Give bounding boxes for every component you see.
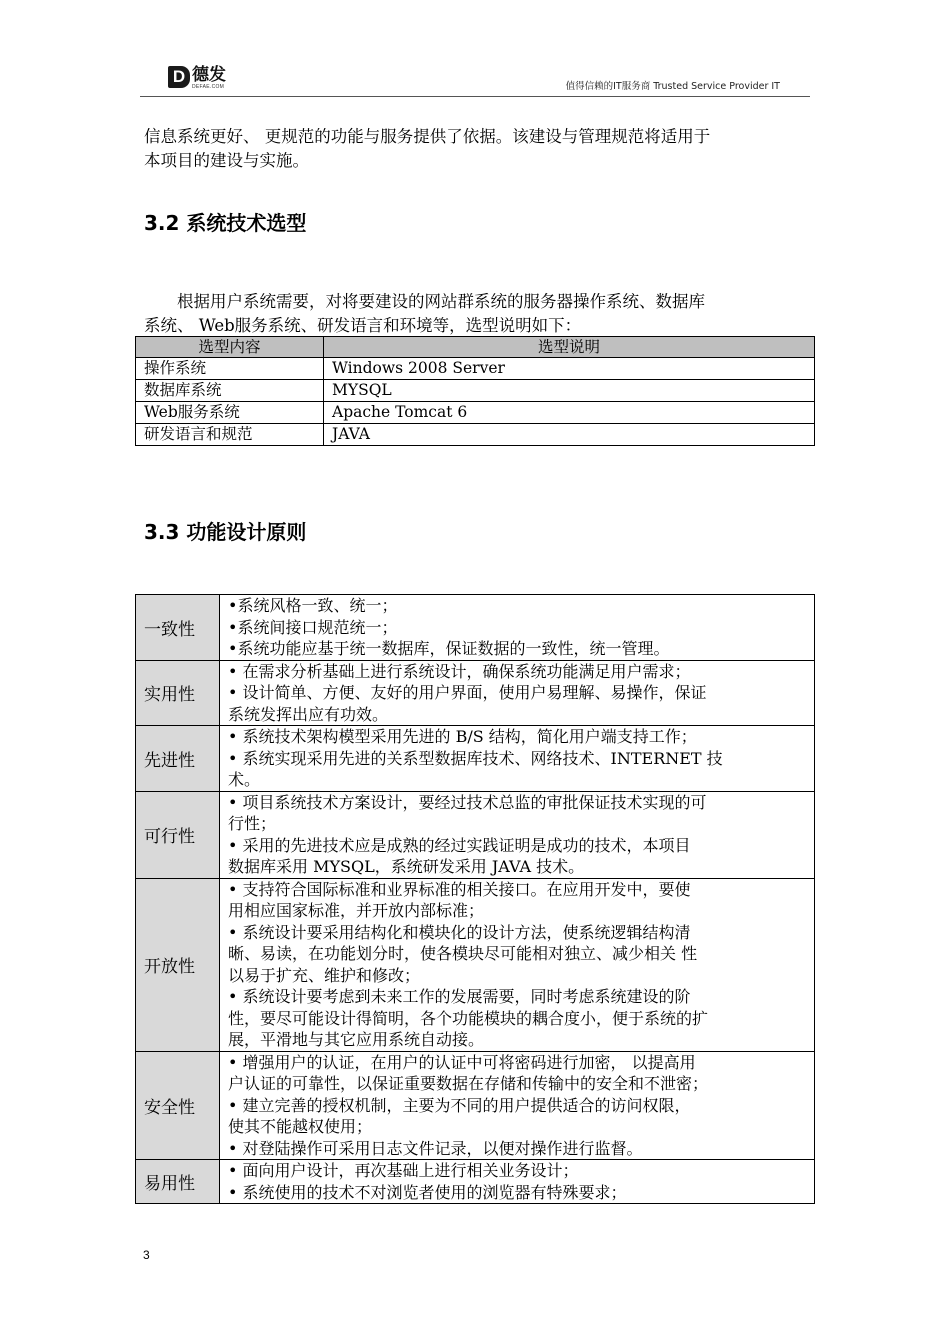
design-principles-table — [135, 594, 815, 1204]
principle-description — [220, 878, 815, 1051]
logo-mark: D — [168, 66, 190, 88]
principle-label: 安全性 — [136, 1051, 220, 1160]
table-cell: 操作系统 — [136, 358, 324, 380]
table-cell: 研发语言和规范 — [136, 424, 324, 446]
principle-line: • 系统使用的技术不对浏览者使用的浏览器有特殊要求； — [228, 1182, 627, 1202]
principle-line: 以易于扩充、维护和修改； — [228, 965, 421, 985]
principle-line: 数据库采用 MYSQL，系统研发采用 JAVA 技术。 — [228, 857, 585, 876]
principle-line: •系统间接口规范统一； — [228, 617, 398, 637]
principle-label: 一致性 — [136, 595, 220, 661]
table-cell: 数据库系统 — [136, 380, 324, 402]
principle-description — [220, 1051, 815, 1160]
principle-description — [220, 660, 815, 726]
selection-intro-paragraph — [144, 290, 809, 338]
logo-domain: DEFAE.COM — [192, 84, 225, 90]
principle-line: 行性； — [228, 814, 277, 833]
header-divider — [140, 96, 810, 97]
table-row — [136, 424, 815, 446]
principle-description — [220, 726, 815, 792]
tech-selection-table — [135, 336, 815, 446]
principle-row — [136, 1051, 815, 1160]
logo-chinese-name: 德发 — [192, 65, 226, 85]
company-logo — [168, 66, 226, 94]
table-cell: MYSQL — [324, 380, 815, 402]
principle-line: • 对登陆操作可采用日志文件记录，以便对操作进行监督。 — [228, 1138, 643, 1158]
principle-label: 先进性 — [136, 726, 220, 792]
principle-line: 户认证的可靠性，以保证重要数据在存储和传输中的安全和不泄密； — [228, 1074, 709, 1093]
principle-description — [220, 791, 815, 878]
header-tagline: 值得信赖的IT服务商 Trusted Service Provider IT — [565, 81, 780, 92]
column-header: 选型内容 — [136, 337, 324, 358]
selection-intro-line: 系统、 Web服务系统、研发语言和环境等，选型说明如下： — [144, 316, 582, 335]
principle-row — [136, 726, 815, 792]
section-heading-3-3: 3.3 功能设计原则 — [144, 520, 307, 544]
principle-line: • 设计简单、方便、友好的用户界面，使用户易理解、易操作，保证 — [228, 683, 707, 702]
table-row — [136, 402, 815, 424]
principle-line: • 系统设计要考虑到未来工作的发展需要，同时考虑系统建设的阶 — [228, 987, 691, 1006]
table-cell: Windows 2008 Server — [324, 358, 815, 380]
principle-line: 系统发挥出应有功效。 — [228, 704, 389, 724]
principle-line: • 采用的先进技术应是成熟的经过实践证明是成功的技术，本项目 — [228, 835, 691, 855]
principle-description — [220, 1160, 815, 1204]
principle-line: 用相应国家标准，并开放内部标准； — [228, 901, 485, 920]
principle-line: 展，平滑地与其它应用系统自动接。 — [228, 1030, 485, 1049]
selection-intro-line: 根据用户系统需要，对将要建设的网站群系统的服务器操作系统、数据库 — [144, 292, 705, 311]
principle-row — [136, 660, 815, 726]
principle-label: 开放性 — [136, 878, 220, 1051]
principle-description — [220, 595, 815, 661]
page-header — [140, 62, 810, 98]
intro-line: 信息系统更好、 更规范的功能与服务提供了依据。该建设与管理规范将适用于 — [144, 127, 711, 146]
table-row — [136, 358, 815, 380]
principle-label: 实用性 — [136, 660, 220, 726]
principle-line: 性，要尽可能设计得简明，各个功能模块的耦合度小，便于系统的扩 — [228, 1008, 709, 1028]
column-header: 选型说明 — [324, 337, 815, 358]
principle-line: • 系统实现采用先进的关系型数据库技术、网络技术、INTERNET 技 — [228, 748, 723, 768]
table-cell: Apache Tomcat 6 — [324, 402, 815, 424]
principle-line: • 增强用户的认证，在用户的认证中可将密码进行加密， 以提高用 — [228, 1052, 696, 1072]
principle-row — [136, 1160, 815, 1204]
principle-line: •系统风格一致、统一； — [228, 596, 398, 615]
principle-line: • 面向用户设计，再次基础上进行相关业务设计； — [228, 1161, 579, 1180]
table-row — [136, 380, 815, 402]
table-cell: Web服务系统 — [136, 402, 324, 424]
principle-line: • 支持符合国际标准和业界标准的相关接口。在应用开发中，要使 — [228, 879, 691, 899]
intro-paragraph — [144, 125, 809, 173]
table-cell: JAVA — [324, 424, 815, 446]
section-heading-3-2: 3.2 系统技术选型 — [144, 211, 307, 235]
principle-line: •系统功能应基于统一数据库，保证数据的一致性，统一管理。 — [228, 639, 670, 658]
principle-line: • 在需求分析基础上进行系统设计，确保系统功能满足用户需求； — [228, 661, 691, 681]
principle-label: 易用性 — [136, 1160, 220, 1204]
principle-line: 使其不能越权使用； — [228, 1117, 373, 1136]
principle-label: 可行性 — [136, 791, 220, 878]
principle-line: • 项目系统技术方案设计，要经过技术总监的审批保证技术实现的可 — [228, 792, 707, 812]
principle-line: • 系统设计要采用结构化和模块化的设计方法，使系统逻辑结构清 — [228, 922, 691, 942]
principle-line: • 建立完善的授权机制，主要为不同的用户提供适合的访问权限， — [228, 1095, 691, 1115]
page-number: 3 — [143, 1248, 150, 1262]
principle-row — [136, 595, 815, 661]
principle-line: 晰、易读，在功能划分时，使各模块尽可能相对独立、减少相关 性 — [228, 944, 698, 963]
principle-row — [136, 878, 815, 1051]
table-header-row — [136, 337, 815, 358]
principle-line: • 系统技术架构模型采用先进的 B/S 结构，简化用户端支持工作； — [228, 727, 697, 746]
principle-row — [136, 791, 815, 878]
principle-line: 术。 — [228, 770, 261, 789]
intro-line: 本项目的建设与实施。 — [144, 151, 309, 170]
